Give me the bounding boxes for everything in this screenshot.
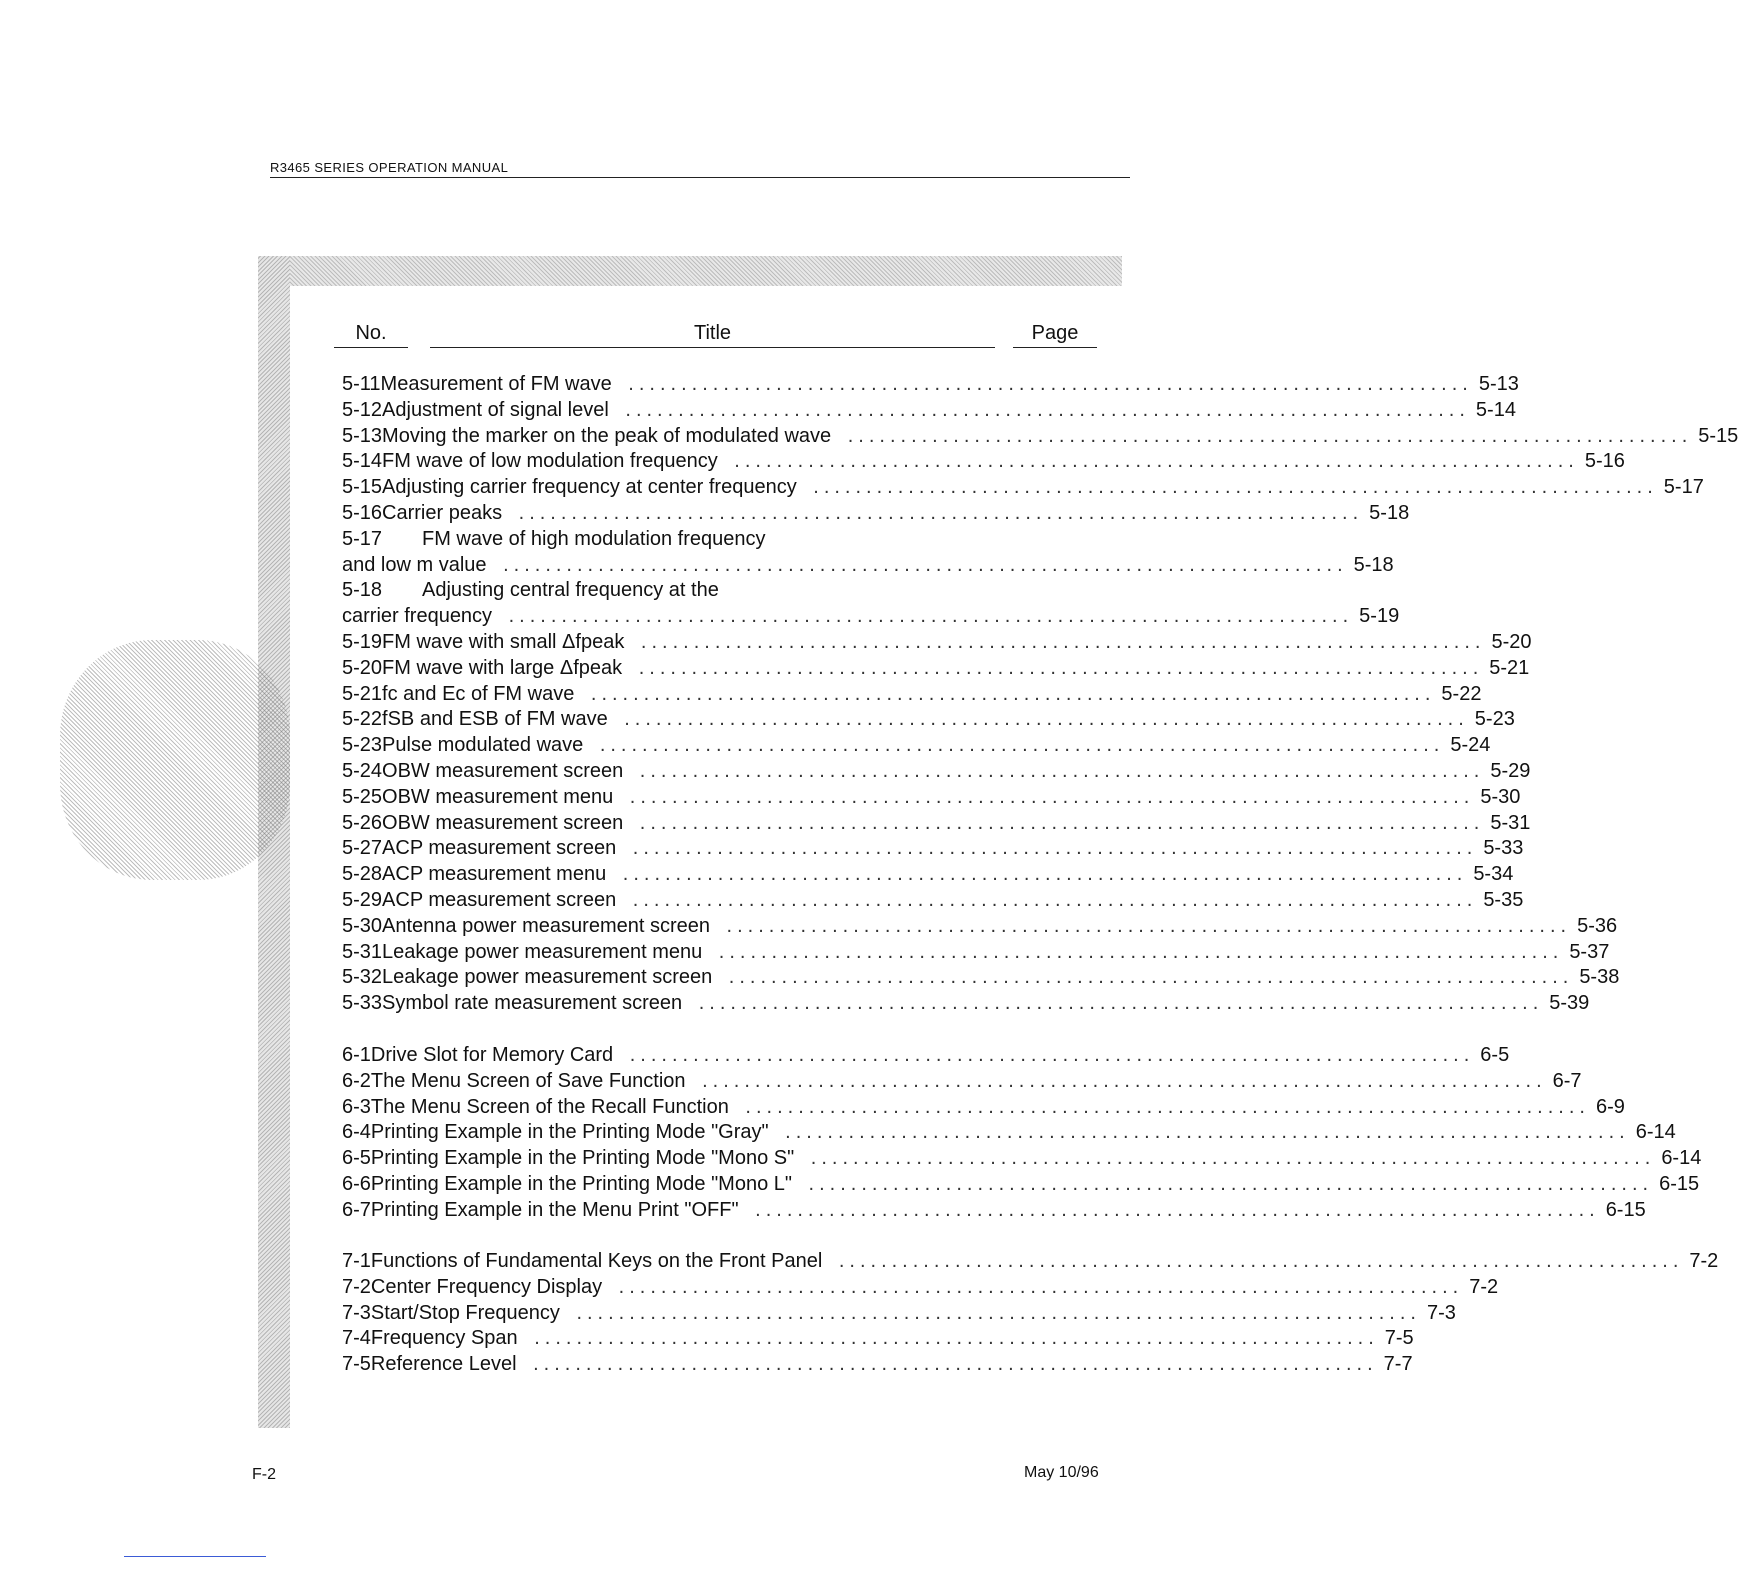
- figure-title: [382, 992, 1549, 1015]
- figure-title: [382, 399, 1476, 422]
- figure-title-text: OBW measurement screen: [382, 812, 629, 834]
- figure-number: 7-5: [342, 1353, 371, 1376]
- dot-leader: ................................................................................: [622, 889, 1483, 911]
- figure-title-text: Moving the marker on the peak of modulated wave: [382, 425, 837, 447]
- dot-leader: ................................................................................: [718, 966, 1579, 988]
- figure-title: [382, 966, 1579, 989]
- toc-row: [330, 1044, 1510, 1070]
- figure-number: 6-2: [342, 1069, 371, 1092]
- toc-row: [330, 1327, 1414, 1353]
- toc-row: [330, 837, 1524, 863]
- page-ref: 5-17: [1663, 476, 1704, 499]
- figure-number: 6-5: [342, 1147, 371, 1170]
- figure-number: 5-24: [342, 759, 383, 782]
- page-ref: 6-14: [1661, 1147, 1702, 1170]
- page-ref: 7-3: [1426, 1301, 1456, 1324]
- shaded-frame-top: [272, 256, 1122, 286]
- page-ref: 5-33: [1483, 837, 1524, 860]
- toc-row: [330, 1353, 1413, 1379]
- page-ref: 5-34: [1473, 863, 1514, 886]
- figure-number: 7-1: [342, 1250, 371, 1272]
- figure-title: [382, 502, 1369, 525]
- dot-leader: ................................................................................: [622, 837, 1483, 859]
- page-ref: 6-9: [1595, 1095, 1625, 1118]
- figure-title-text: The Menu Screen of Save Function: [371, 1070, 692, 1092]
- running-header: R3465 SERIES OPERATION MANUAL: [270, 160, 1130, 178]
- figure-title-text: Adjusting central frequency at the: [422, 579, 725, 601]
- toc-row: [330, 888, 1524, 915]
- toc-row: [330, 656, 1530, 683]
- figure-title-text: ACP measurement screen: [382, 889, 622, 911]
- figure-title-text: Start/Stop Frequency: [371, 1302, 566, 1324]
- figure-title-text: Leakage power measurement screen: [382, 966, 718, 988]
- figure-title-text: ACP measurement menu: [382, 863, 612, 885]
- figure-title-text: ACP measurement screen: [382, 837, 622, 859]
- page-ref: 7-2: [1469, 1275, 1499, 1298]
- figure-title: [371, 1353, 1384, 1376]
- toc-row: [330, 1069, 1582, 1096]
- dot-leader: ................................................................................: [524, 1327, 1385, 1349]
- figure-title: [422, 528, 1020, 551]
- dot-leader: ................................................................................: [629, 760, 1490, 782]
- figure-title: [382, 734, 1450, 757]
- page-ref: 6-14: [1635, 1121, 1676, 1144]
- figure-number: 5-14: [342, 450, 383, 473]
- figure-title: [371, 1276, 1469, 1299]
- dot-leader: ................................................................................: [566, 1302, 1427, 1324]
- dot-leader: ................................................................................: [692, 1070, 1553, 1092]
- scan-smudge: [60, 640, 290, 880]
- figure-title-text: carrier frequency: [342, 605, 498, 627]
- page-ref: 7-5: [1384, 1327, 1414, 1350]
- page-ref: 5-13: [1478, 373, 1519, 395]
- figure-title-text: Printing Example in the Printing Mode "Mono S": [371, 1147, 800, 1169]
- figure-title: [382, 889, 1483, 912]
- bottom-divider: [124, 1556, 266, 1557]
- page-ref: 5-30: [1480, 785, 1521, 808]
- dot-leader: ................................................................................: [800, 1147, 1661, 1169]
- toc-row: [330, 1172, 1700, 1199]
- figure-title-text: Drive Slot for Memory Card: [371, 1044, 619, 1066]
- figure-number: 7-4: [342, 1327, 371, 1350]
- page-ref: 5-39: [1549, 992, 1590, 1015]
- figure-title: [371, 1044, 1480, 1067]
- figure-title: [382, 708, 1475, 731]
- toc-row: [330, 914, 1618, 941]
- figure-title: [342, 605, 1359, 628]
- figure-number: 5-30: [342, 914, 383, 937]
- figure-title: [382, 425, 1698, 448]
- figure-title: [382, 837, 1483, 860]
- figure-title-text: FM wave of high modulation frequency: [422, 528, 772, 550]
- figure-number: 6-4: [342, 1121, 371, 1144]
- page-ref: 5-21: [1489, 656, 1530, 679]
- figure-number: 5-26: [342, 811, 383, 834]
- figure-number: 6-1: [342, 1044, 371, 1066]
- toc-row: [330, 373, 1519, 399]
- dot-leader: ................................................................................: [688, 992, 1549, 1014]
- dot-leader: ................................................................................: [619, 1044, 1480, 1066]
- figure-number: 5-33: [342, 992, 383, 1015]
- figure-title: [371, 1070, 1553, 1093]
- figure-title: [371, 1302, 1427, 1325]
- dot-leader: ................................................................................: [615, 399, 1476, 421]
- figure-title-text: Printing Example in the Printing Mode "Gray": [371, 1121, 775, 1143]
- figure-number: 6-3: [342, 1095, 371, 1118]
- toc-row: [330, 398, 1516, 425]
- toc-group-chapter-6: [330, 1044, 1702, 1225]
- figure-title-text: OBW measurement screen: [382, 760, 629, 782]
- figure-title-text: Printing Example in the Printing Mode "Mono L": [371, 1173, 798, 1195]
- figure-number: 5-32: [342, 966, 383, 989]
- figure-title: [382, 683, 1441, 706]
- toc-row: [330, 579, 1090, 605]
- figure-number: 7-2: [342, 1275, 371, 1298]
- page-ref: 5-19: [1359, 605, 1400, 628]
- figure-title-text: Reference Level: [371, 1353, 523, 1375]
- figure-number: 5-13: [342, 424, 383, 447]
- figure-title: [371, 1327, 1385, 1350]
- figure-title-text: Measurement of FM wave: [381, 373, 618, 395]
- figure-title: [371, 1121, 1636, 1144]
- figure-number: 6-7: [342, 1198, 371, 1221]
- figure-title-text: Adjusting carrier frequency at center frequency: [382, 476, 803, 498]
- toc-row: [330, 966, 1620, 992]
- dot-leader: ................................................................................: [614, 708, 1475, 730]
- figure-title-text: Antenna power measurement screen: [382, 915, 716, 937]
- toc-row: [330, 1250, 1719, 1276]
- toc-row: [330, 528, 1090, 554]
- figure-number: 5-22: [342, 708, 383, 731]
- toc-row: [330, 940, 1610, 967]
- figure-number: 5-25: [342, 785, 383, 808]
- figure-title-text: Frequency Span: [371, 1327, 524, 1349]
- toc-row: [330, 863, 1514, 889]
- figure-title-text: and low m value: [342, 554, 493, 576]
- figure-title: [382, 915, 1577, 938]
- figure-title-text: FM wave with large Δfpeak: [382, 657, 628, 679]
- toc-group-chapter-5: [330, 373, 1739, 1018]
- dot-leader: ................................................................................: [628, 657, 1489, 679]
- page-ref: 5-29: [1490, 759, 1531, 782]
- figure-number: 5-31: [342, 940, 383, 963]
- figure-title-text: Center Frequency Display: [371, 1276, 608, 1298]
- toc-row: [330, 992, 1590, 1018]
- figure-number: 5-12: [342, 398, 383, 421]
- toc-row: [330, 811, 1531, 838]
- dot-leader: ................................................................................: [580, 683, 1441, 705]
- figure-title: [342, 554, 1354, 577]
- dot-leader: ................................................................................: [828, 1250, 1689, 1272]
- toc-row: [330, 605, 1400, 631]
- dot-leader: ................................................................................: [803, 476, 1664, 498]
- figure-title-text: Printing Example in the Menu Print "OFF": [371, 1199, 745, 1221]
- page-ref: 5-20: [1491, 630, 1532, 653]
- figure-title-text: FM wave of low modulation frequency: [382, 450, 724, 472]
- toc-row: [330, 734, 1491, 760]
- page-ref: 5-22: [1441, 682, 1482, 705]
- dot-leader: ................................................................................: [612, 863, 1473, 885]
- figure-number: 5-17: [342, 527, 383, 550]
- dot-leader: ................................................................................: [629, 812, 1490, 834]
- figure-number: 5-28: [342, 863, 383, 886]
- dot-leader: ................................................................................: [716, 915, 1577, 937]
- dot-leader: ................................................................................: [619, 786, 1480, 808]
- figure-title-text: OBW measurement menu: [382, 786, 619, 808]
- figure-title: [382, 450, 1585, 473]
- figure-number: 5-20: [342, 656, 383, 679]
- figure-title-text: Carrier peaks: [382, 502, 508, 524]
- dot-leader: ................................................................................: [735, 1096, 1596, 1118]
- page-ref: 5-24: [1450, 734, 1491, 757]
- figure-number: 5-21: [342, 682, 383, 705]
- column-header-no: No.: [334, 322, 408, 348]
- figure-title: [381, 373, 1479, 396]
- figure-title-text: fSB and ESB of FM wave: [382, 708, 614, 730]
- dot-leader: ................................................................................: [745, 1199, 1606, 1221]
- figure-title-text: FM wave with small Δfpeak: [382, 631, 630, 653]
- page-ref: 5-36: [1577, 914, 1618, 937]
- dot-leader: ................................................................................: [837, 425, 1698, 447]
- toc-row: [330, 424, 1739, 451]
- dot-leader: ................................................................................: [589, 734, 1450, 756]
- figure-number: 5-19: [342, 630, 383, 653]
- toc-row: [330, 553, 1394, 580]
- dot-leader: ................................................................................: [724, 450, 1585, 472]
- column-header-page: Page: [1013, 322, 1097, 348]
- figure-number: 5-11: [342, 373, 381, 395]
- page-ref: 5-18: [1369, 501, 1410, 524]
- figure-title: [422, 579, 1020, 602]
- dot-leader: ................................................................................: [630, 631, 1491, 653]
- page-ref: 6-15: [1605, 1198, 1646, 1221]
- figure-title: [371, 1199, 1606, 1222]
- page-number: F-2: [252, 1466, 276, 1483]
- page-ref: 5-15: [1698, 424, 1739, 447]
- figure-title: [371, 1147, 1661, 1170]
- page-ref: 7-7: [1383, 1353, 1413, 1376]
- figure-number: 6-6: [342, 1172, 371, 1195]
- page-ref: 5-37: [1569, 940, 1610, 963]
- dot-leader: ................................................................................: [498, 605, 1359, 627]
- toc-row: [330, 450, 1625, 476]
- dot-leader: ................................................................................: [608, 1276, 1469, 1298]
- page-ref: 5-14: [1475, 398, 1516, 421]
- figure-title: [371, 1250, 1689, 1273]
- dot-leader: ................................................................................: [523, 1353, 1384, 1375]
- toc-row: [330, 759, 1531, 786]
- figure-title-text: Leakage power measurement menu: [382, 941, 708, 963]
- figure-number: 5-16: [342, 501, 383, 524]
- figure-title: [382, 476, 1664, 499]
- figure-title: [382, 941, 1569, 964]
- figure-title: [382, 812, 1490, 835]
- page-ref: 5-18: [1353, 553, 1394, 576]
- figure-title: [382, 631, 1491, 654]
- figure-title-text: Pulse modulated wave: [382, 734, 589, 756]
- toc-row: [330, 1301, 1456, 1328]
- toc-row: [330, 1121, 1676, 1147]
- figure-title: [382, 760, 1490, 783]
- figure-title: [371, 1173, 1659, 1196]
- toc-row: [330, 708, 1515, 734]
- figure-number: 7-3: [342, 1301, 371, 1324]
- figure-title: [382, 863, 1473, 886]
- dot-leader: ................................................................................: [798, 1173, 1659, 1195]
- page-ref: 7-2: [1689, 1250, 1719, 1272]
- figure-number: 5-27: [342, 837, 383, 860]
- page-ref: 6-5: [1480, 1044, 1510, 1066]
- toc-row: [330, 501, 1410, 528]
- page-ref: 6-7: [1552, 1069, 1582, 1092]
- figure-number: 5-29: [342, 888, 383, 911]
- revision-date: May 10/96: [1024, 1464, 1099, 1481]
- figure-title-text: fc and Ec of FM wave: [382, 683, 580, 705]
- page-ref: 5-31: [1490, 811, 1531, 834]
- dot-leader: ................................................................................: [493, 554, 1354, 576]
- toc-row: [330, 682, 1482, 709]
- figure-title-text: Symbol rate measurement screen: [382, 992, 688, 1014]
- toc-row: [330, 1095, 1625, 1122]
- page-ref: 5-38: [1579, 966, 1620, 989]
- toc-row: [330, 1147, 1702, 1173]
- figure-number: 5-23: [342, 734, 383, 757]
- figure-title-text: Functions of Fundamental Keys on the Front Panel: [371, 1250, 828, 1272]
- toc-row: [330, 1275, 1499, 1302]
- figure-title: [371, 1096, 1596, 1119]
- toc-row: [330, 785, 1521, 812]
- figure-title: [382, 657, 1489, 680]
- page-ref: 5-35: [1483, 888, 1524, 911]
- figure-number: 5-15: [342, 476, 383, 499]
- page-ref: 6-15: [1659, 1172, 1700, 1195]
- dot-leader: ................................................................................: [708, 941, 1569, 963]
- figure-title-text: Adjustment of signal level: [382, 399, 615, 421]
- page-ref: 5-16: [1584, 450, 1625, 473]
- figure-title-text: The Menu Screen of the Recall Function: [371, 1096, 735, 1118]
- toc-row: [330, 630, 1532, 657]
- figure-title: [382, 786, 1480, 809]
- page-ref: 5-23: [1474, 708, 1515, 731]
- dot-leader: ................................................................................: [775, 1121, 1636, 1143]
- dot-leader: ................................................................................: [618, 373, 1479, 395]
- figure-number: 5-18: [342, 579, 383, 602]
- toc-group-chapter-7: [330, 1250, 1719, 1379]
- column-header-title: Title: [430, 322, 995, 348]
- dot-leader: ................................................................................: [508, 502, 1369, 524]
- toc-row: [330, 1198, 1646, 1225]
- toc-row: [330, 476, 1704, 502]
